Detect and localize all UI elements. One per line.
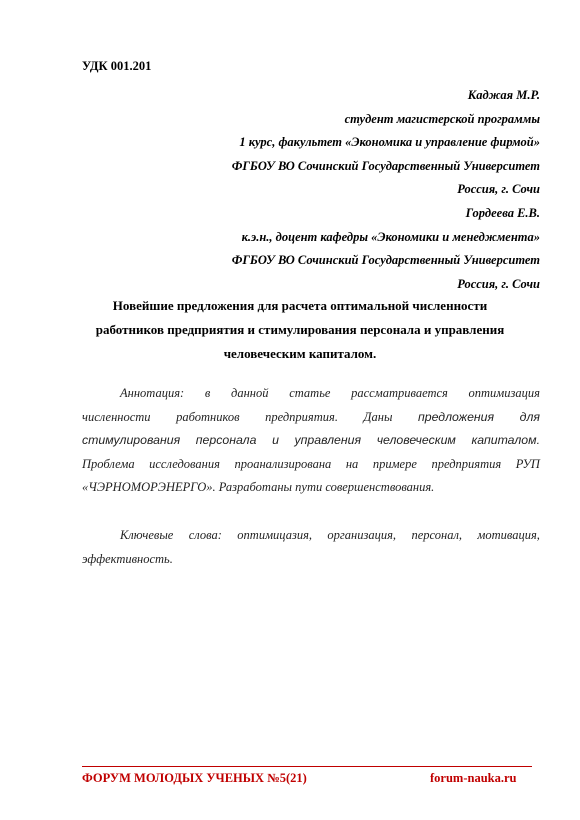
- abstract-word: в: [204, 386, 211, 400]
- abstract-line: [82, 453, 540, 477]
- title-line: человеческим капиталом.: [223, 346, 377, 361]
- abstract-word: капиталом.: [471, 433, 540, 448]
- abstract-word: численности: [82, 409, 151, 424]
- abstract-word: данной: [231, 386, 269, 400]
- author2-location: Россия, г. Сочи: [457, 276, 540, 291]
- abstract-word: исследования: [149, 456, 220, 471]
- abstract-line: [82, 429, 540, 453]
- author2-name: Гордеева Е.В.: [465, 205, 540, 220]
- author1-name: Каджая М.Р.: [467, 88, 540, 102]
- footer-journal: ФОРУМ МОЛОДЫХ УЧЕНЫХ №5(21): [82, 771, 307, 785]
- abstract-word: РУП: [515, 456, 540, 471]
- keyword-word: слова:: [188, 528, 222, 542]
- keyword-word: Ключевые: [120, 528, 174, 542]
- title-line: Новейшие предложения для расчета оптимальной численности: [112, 298, 488, 313]
- abstract-word: человеческим: [376, 433, 456, 448]
- abstract-line: [82, 382, 540, 406]
- abstract-word: примере: [372, 456, 417, 471]
- author2-university: ФГБОУ ВО Сочинский Государственный Университет: [231, 253, 540, 268]
- abstract-word: Даны: [363, 409, 393, 424]
- abstract-word: Проблема: [82, 456, 135, 471]
- keywords: [82, 524, 540, 571]
- keyword-word: персонал,: [411, 528, 463, 542]
- authors-block: [70, 84, 540, 296]
- abstract-line: «ЧЭРНОМОРЭНЕРГО». Разработаны пути совершенствования.: [82, 480, 435, 495]
- abstract-word: и: [272, 433, 279, 448]
- author1-position: студент магистерской программы: [344, 111, 540, 126]
- author1-university: ФГБОУ ВО Сочинский Государственный Университет: [231, 158, 540, 173]
- keywords-line: [82, 524, 540, 548]
- abstract-word: стимулирования: [82, 433, 181, 448]
- abstract-word: проанализирована: [234, 456, 332, 471]
- abstract-word: для: [519, 409, 540, 424]
- keywords-line: эффективность.: [82, 551, 173, 566]
- abstract-word: рассматривается: [351, 386, 448, 400]
- abstract-word: Аннотация:: [120, 386, 185, 400]
- article-title: [70, 294, 530, 366]
- keyword-word: организация,: [327, 528, 397, 542]
- footer-site-link[interactable]: forum-nauka.ru: [430, 771, 517, 785]
- abstract-word: статье: [289, 386, 331, 400]
- abstract-line: [82, 406, 540, 430]
- abstract: [82, 382, 540, 500]
- abstract-word: на: [345, 456, 359, 471]
- author2-position: к.э.н., доцент кафедры «Экономики и менеджмента»: [241, 229, 540, 244]
- abstract-word: работников: [176, 409, 240, 424]
- title-line: работников предприятия и стимулирования персонала и управления: [95, 322, 505, 337]
- abstract-word: предприятия: [431, 456, 502, 471]
- abstract-word: персонала: [195, 433, 257, 448]
- abstract-word: предприятия.: [265, 409, 338, 424]
- author1-course: 1 курс, факультет «Экономика и управление фирмой»: [239, 135, 540, 150]
- author1-location: Россия, г. Сочи: [457, 182, 540, 197]
- keyword-word: оптимицазия,: [237, 528, 313, 542]
- abstract-word: оптимизация: [468, 386, 540, 400]
- abstract-word: управления: [294, 433, 362, 448]
- abstract-word: предложения: [418, 409, 495, 424]
- footer-divider: [82, 766, 532, 767]
- keyword-word: мотивация,: [477, 528, 540, 542]
- udk-code: УДК 001.201: [82, 59, 152, 73]
